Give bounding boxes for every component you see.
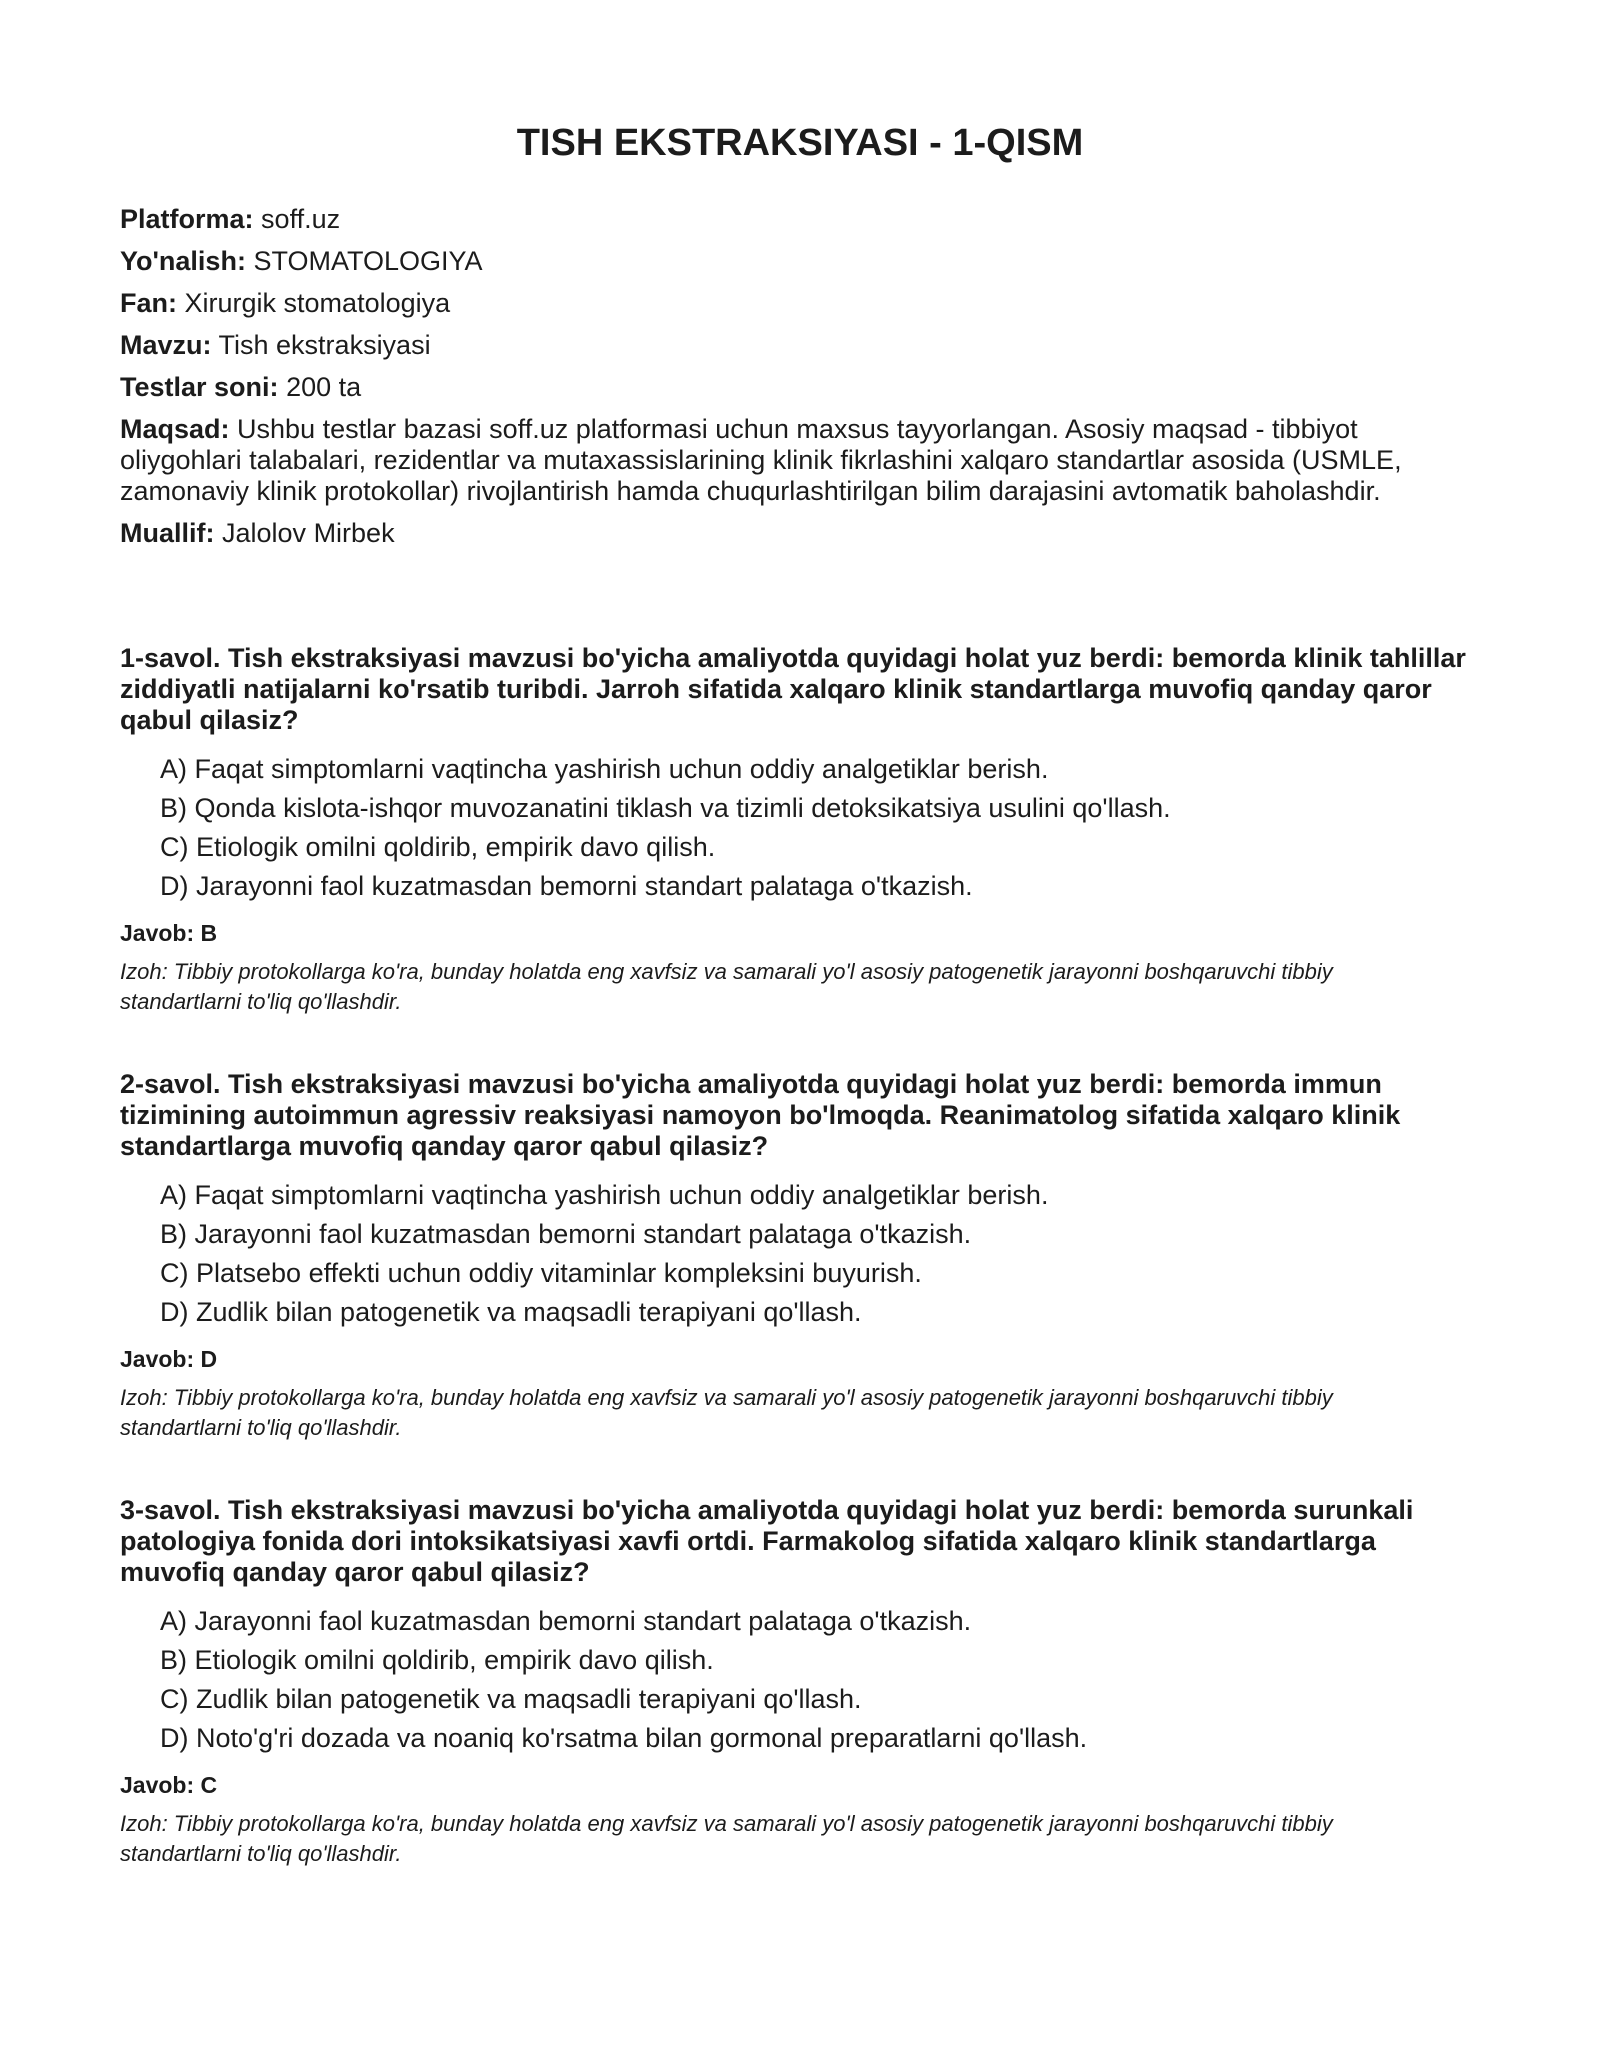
option-d: D) Noto'g'ri dozada va noaniq ko'rsatma bilan gormonal preparatlarni qo'llash. bbox=[160, 1722, 1088, 1753]
meta-label: Mavzu: bbox=[120, 329, 212, 360]
meta-direction bbox=[120, 246, 1480, 277]
explanation-note: Izoh: Tibbiy protokollarga ko'ra, bunday holatda eng xavfsiz va samarali yo'l asosiy patogenetik jarayonni boshqaruvchi tibbiy standartlarni to'liq qo'llashdir. bbox=[120, 1384, 1333, 1440]
question-text: 3-savol. Tish ekstraksiyasi mavzusi bo'yicha amaliyotda quyidagi holat yuz berdi: bemorda surunkali patologiya fonida dori intoksikatsiyasi xavfi ortdi. Farmakolog sifatida xalqaro klinik standartlarga muvofiq qanday qaror qabul qilasiz? bbox=[120, 1494, 1414, 1587]
meta-value: Tish ekstraksiyasi bbox=[218, 329, 431, 360]
explanation-note: Izoh: Tibbiy protokollarga ko'ra, bunday holatda eng xavfsiz va samarali yo'l asosiy patogenetik jarayonni boshqaruvchi tibbiy standartlarni to'liq qo'llashdir. bbox=[120, 958, 1333, 1014]
option-d: D) Zudlik bilan patogenetik va maqsadli terapiyani qo'llash. bbox=[160, 1296, 862, 1327]
option-c: C) Etiologik omilni qoldirib, empirik davo qilish. bbox=[160, 831, 716, 862]
question-3 bbox=[120, 1495, 1480, 1869]
meta-topic bbox=[120, 330, 1480, 361]
meta-test-count bbox=[120, 372, 1480, 403]
meta-value: 200 ta bbox=[286, 371, 362, 402]
document-page bbox=[120, 122, 1480, 1921]
meta-value: STOMATOLOGIYA bbox=[253, 245, 483, 276]
meta-platform bbox=[120, 204, 1480, 235]
meta-label: Maqsad: bbox=[120, 413, 230, 444]
option-b: B) Jarayonni faol kuzatmasdan bemorni standart palataga o'tkazish. bbox=[160, 1218, 972, 1249]
meta-subject bbox=[120, 288, 1480, 319]
questions-list bbox=[120, 643, 1480, 1869]
option-c: C) Platsebo effekti uchun oddiy vitaminlar kompleksini buyurish. bbox=[160, 1257, 922, 1288]
answer-label: Javob: D bbox=[120, 1345, 218, 1372]
meta-value: Xirurgik stomatologiya bbox=[184, 287, 451, 318]
meta-value: Ushbu testlar bazasi soff.uz platformasi uchun maxsus tayyorlangan. Asosiy maqsad - tibbiyot oliygohlari talabalari, rezidentlar va mutaxassislarining klinik fikrlashini xalqaro standartlar asosida (USMLE, zamonaviy klinik protokollar) rivojlantirish hamda chuqurlashtirilgan bilim darajasini avtomatik baholashdir. bbox=[120, 413, 1402, 506]
option-b: B) Qonda kislota-ishqor muvozanatini tiklash va tizimli detoksikatsiya usulini qo'llash. bbox=[160, 792, 1171, 823]
meta-value: soff.uz bbox=[261, 203, 341, 234]
question-text: 2-savol. Tish ekstraksiyasi mavzusi bo'yicha amaliyotda quyidagi holat yuz berdi: bemorda immun tizimining autoimmun agressiv reaksiyasi namoyon bo'lmoqda. Reanimatolog sifatida xalqaro klinik standartlarga muvofiq qanday qaror qabul qilasiz? bbox=[120, 1068, 1401, 1161]
answer-label: Javob: B bbox=[120, 919, 218, 946]
meta-label: Fan: bbox=[120, 287, 177, 318]
meta-label: Muallif: bbox=[120, 517, 215, 548]
meta-label: Testlar soni: bbox=[120, 371, 279, 402]
option-a: A) Faqat simptomlarni vaqtincha yashirish uchun oddiy analgetiklar berish. bbox=[160, 753, 1049, 784]
meta-author bbox=[120, 518, 1480, 549]
option-b: B) Etiologik omilni qoldirib, empirik davo qilish. bbox=[160, 1644, 714, 1675]
meta-value: Jalolov Mirbek bbox=[222, 517, 395, 548]
option-a: A) Faqat simptomlarni vaqtincha yashirish uchun oddiy analgetiklar berish. bbox=[160, 1179, 1049, 1210]
option-a: A) Jarayonni faol kuzatmasdan bemorni standart palataga o'tkazish. bbox=[160, 1605, 972, 1636]
question-2 bbox=[120, 1069, 1480, 1443]
option-c: C) Zudlik bilan patogenetik va maqsadli terapiyani qo'llash. bbox=[160, 1683, 862, 1714]
option-d: D) Jarayonni faol kuzatmasdan bemorni standart palataga o'tkazish. bbox=[160, 870, 973, 901]
options-list bbox=[160, 754, 1480, 902]
meta-label: Yo'nalish: bbox=[120, 245, 246, 276]
document-title: TISH EKSTRAKSIYASI - 1-QISM bbox=[516, 122, 1084, 164]
metadata-block bbox=[120, 204, 1480, 549]
options-list bbox=[160, 1180, 1480, 1328]
question-text: 1-savol. Tish ekstraksiyasi mavzusi bo'yicha amaliyotda quyidagi holat yuz berdi: bemorda klinik tahlillar ziddiyatli natijalarni ko'rsatib turibdi. Jarroh sifatida xalqaro klinik standartlarga muvofiq qanday qaror qabul qilasiz? bbox=[120, 642, 1466, 735]
meta-label: Platforma: bbox=[120, 203, 254, 234]
meta-purpose bbox=[120, 414, 1480, 507]
answer-label: Javob: C bbox=[120, 1771, 218, 1798]
options-list bbox=[160, 1606, 1480, 1754]
explanation-note: Izoh: Tibbiy protokollarga ko'ra, bunday holatda eng xavfsiz va samarali yo'l asosiy patogenetik jarayonni boshqaruvchi tibbiy standartlarni to'liq qo'llashdir. bbox=[120, 1810, 1333, 1866]
question-1 bbox=[120, 643, 1480, 1017]
